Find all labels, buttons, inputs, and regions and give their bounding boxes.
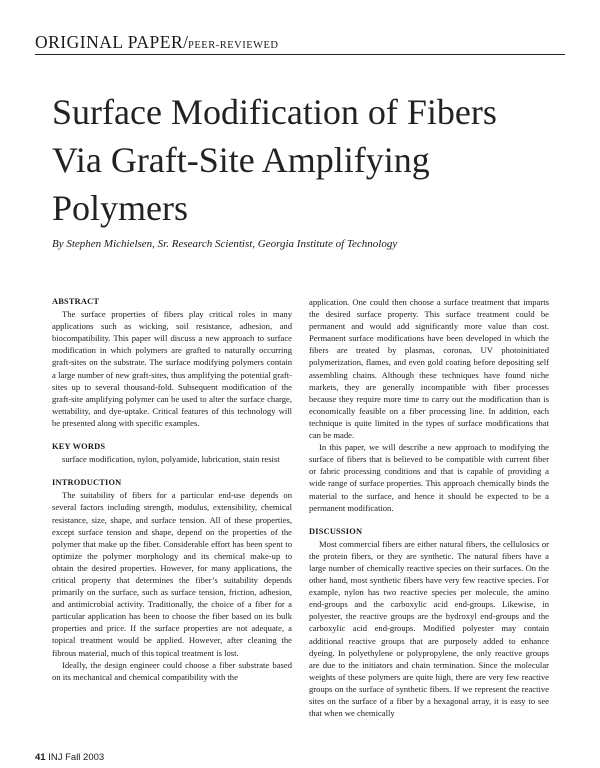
introduction-paragraph-2: Ideally, the design engineer could choose a fiber substrate based on its mechanical and chemical compatibility with the <box>52 659 292 682</box>
introduction-heading: INTRODUCTION <box>52 478 122 488</box>
section-separator: / <box>183 32 189 52</box>
title-line-1: Surface Modification of Fibers <box>52 92 497 132</box>
left-column <box>52 296 292 683</box>
abstract-text: The surface properties of fibers play critical roles in many applications such as wicking, soil resistance, adhesion, and biocompatibility. This paper will discuss a new approach to surface modification in which polymers are grafted to naturally occurring graft-sites on the substrate. The surface modifying polymers contain a large number of new graft-sites, thus amplifying the potential graft-sites up to several thousand-fold. Subsequent modification of the graft-site amplifying polymer can be used to alter the surface charge, wettability, and dye-uptake. Critical features of this technology will be presented along with specific examples. <box>52 309 292 428</box>
page-number: 41 <box>35 752 46 763</box>
title-line-2: Via Graft-Site Amplifying <box>52 140 430 180</box>
right-paragraph-1: application. One could then choose a surface treatment that imparts the desired surface property. This surface treatment could be permanent and would add significantly more value than cost. Permanent surface modifications have been developed in which the fibers are treated by plasmas, coronas, UV photoinitiated polymerization, flames, and even gold coating before depositing self assembling chains. Although these techniques have found niche markets, they are generally incompatible with fiber processes because they require more time to carry out the modification than is economically feasible on a fiber processing line. In addition, each technique is quite limited in the types of surface modifications that can be made. <box>309 297 549 441</box>
discussion-paragraph-1: Most commercial fibers are either natural fibers, the cellulosics or the protein fibers, or they are synthetic. The natural fibers have a large number of chemically reactive species on their surfaces. On the other hand, most synthetic fibers have very few reactive species. For example, nylon has two reactive species per molecule, the amino end-groups and the carboxylic acid end-groups. Likewise, in polyester, the reactive groups are the hydroxyl end-groups and the carboxylic acid end-groups. Modified polyester may contain additional reactive groups that are purposely added to enhance dyeing. In polyethylene or polypropylene, the only reactive groups are due to the initiators and chain termination. Since the molecular weights of these polymers are quite high, there are very few reactive groups on the surface of synthetic fibers. If we represent the reactive sites on the surface of a fiber by a hexagonal array, it is easy to see that when we chemically <box>309 538 549 719</box>
keywords-text: surface modification, nylon, polyamide, lubrication, stain resist <box>62 454 280 465</box>
section-label: ORIGINAL PAPER <box>35 32 184 52</box>
page-footer <box>35 752 104 763</box>
subsection-label: PEER-REVIEWED <box>188 40 279 51</box>
introduction-paragraph-1: The suitability of fibers for a particular end-use depends on several factors including strength, modulus, extensibility, chemical resistance, size, shape, and surface tension. All of these properties, except surface tension and shape, depend on the properties of the polymer that make up the fiber. Considerable effort has been spent to optimize the polymer morphology and its chemical make-up to obtain the desired properties. However, for many applications, the critical property that determines the fiber’s suitability depends primarily on the surface, such as surface tension, friction, adhesion, and antimicrobial activity. Traditionally, the choice of a fiber for a particular application has been to choose the fiber based on its bulk properties and price. If the surface properties are not adequate, a topical treatment would be applied. However, after cleaning the fibrous material, much of this topical treatment is lost. <box>52 490 292 658</box>
paper-title <box>52 88 572 232</box>
section-header <box>35 32 565 55</box>
keywords-heading: KEY WORDS <box>52 442 106 452</box>
author-byline: By Stephen Michielsen, Sr. Research Scientist, Georgia Institute of Technology <box>52 238 398 250</box>
abstract-heading: ABSTRACT <box>52 297 100 306</box>
journal-issue: INJ Fall 2003 <box>48 752 105 763</box>
right-paragraph-2: In this paper, we will describe a new approach to modifying the surface of fibers that is believed to be compatible with current fiber or fabric processing conditions and that is capable of providing a wide range of surface properties. This approach chemically binds the material to the surface, and hence it should be expected to be a permanent modification. <box>309 442 549 513</box>
title-line-3: Polymers <box>52 188 189 228</box>
right-column <box>309 296 549 719</box>
discussion-heading: DISCUSSION <box>309 526 363 536</box>
